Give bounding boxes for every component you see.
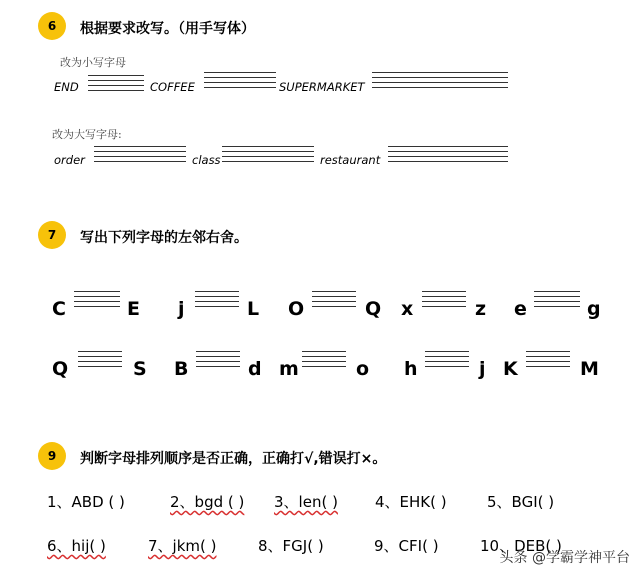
question-7-title: 写出下列字母的左邻右舍。 — [80, 230, 248, 246]
judge-item[interactable]: 1、ABD ( ) — [47, 493, 125, 511]
question-9-badge: 9 — [38, 442, 66, 470]
judge-item[interactable]: 9、CFI( ) — [374, 537, 439, 555]
letter: O — [288, 298, 305, 320]
letter: j — [178, 298, 185, 320]
letter: o — [356, 358, 370, 380]
question-6-badge: 6 — [38, 12, 66, 40]
judge-item[interactable]: 2、bgd ( ) — [170, 493, 245, 511]
writing-lines[interactable] — [88, 75, 144, 95]
letter: C — [52, 298, 66, 320]
uppercase-instruction: 改为大写字母: — [52, 128, 122, 141]
writing-lines[interactable] — [534, 291, 580, 311]
judge-item[interactable]: 8、FGJ( ) — [258, 537, 324, 555]
writing-lines[interactable] — [78, 351, 122, 371]
letter: g — [587, 298, 601, 320]
judge-item[interactable]: 3、len( ) — [274, 493, 338, 511]
judge-item[interactable]: 5、BGI( ) — [487, 493, 555, 511]
letter: d — [248, 358, 262, 380]
writing-lines[interactable] — [388, 146, 508, 166]
writing-lines[interactable] — [195, 291, 239, 311]
letter: K — [503, 358, 518, 380]
judge-item[interactable]: 10、DEB( ) — [480, 537, 562, 555]
letter: E — [127, 298, 140, 320]
letter: e — [514, 298, 527, 320]
letter: m — [279, 358, 299, 380]
question-6-title: 根据要求改写。（用手写体） — [80, 21, 255, 37]
writing-lines[interactable] — [74, 291, 120, 311]
word-restaurant: restaurant — [320, 153, 381, 167]
writing-lines[interactable] — [94, 146, 186, 166]
word-coffee: COFFEE — [150, 80, 195, 94]
writing-lines[interactable] — [196, 351, 240, 371]
letter: h — [404, 358, 418, 380]
lowercase-instruction: 改为小写字母 — [60, 56, 126, 69]
writing-lines[interactable] — [204, 72, 276, 92]
letter: L — [247, 298, 260, 320]
word-class: class — [192, 153, 221, 167]
letter: z — [475, 298, 487, 320]
writing-lines[interactable] — [372, 72, 508, 92]
writing-lines[interactable] — [526, 351, 570, 371]
letter: B — [174, 358, 189, 380]
letter: j — [479, 358, 486, 380]
letter: Q — [365, 298, 382, 320]
word-order: order — [54, 153, 85, 167]
judge-item[interactable]: 6、hij( ) — [47, 537, 106, 555]
letter: x — [401, 298, 414, 320]
writing-lines[interactable] — [222, 146, 314, 166]
question-9-title: 判断字母排列顺序是否正确，正确打√,错误打×。 — [80, 451, 387, 467]
word-supermarket: SUPERMARKET — [279, 80, 365, 94]
letter: S — [133, 358, 147, 380]
judge-item[interactable]: 4、EHK( ) — [375, 493, 447, 511]
word-end: END — [54, 80, 79, 94]
writing-lines[interactable] — [425, 351, 469, 371]
writing-lines[interactable] — [422, 291, 466, 311]
writing-lines[interactable] — [302, 351, 346, 371]
judge-item[interactable]: 7、jkm( ) — [148, 537, 217, 555]
question-7-badge: 7 — [38, 221, 66, 249]
writing-lines[interactable] — [312, 291, 356, 311]
letter: M — [580, 358, 599, 380]
letter: Q — [52, 358, 69, 380]
watermark: 头条 @学霸学神平台 — [499, 550, 630, 566]
